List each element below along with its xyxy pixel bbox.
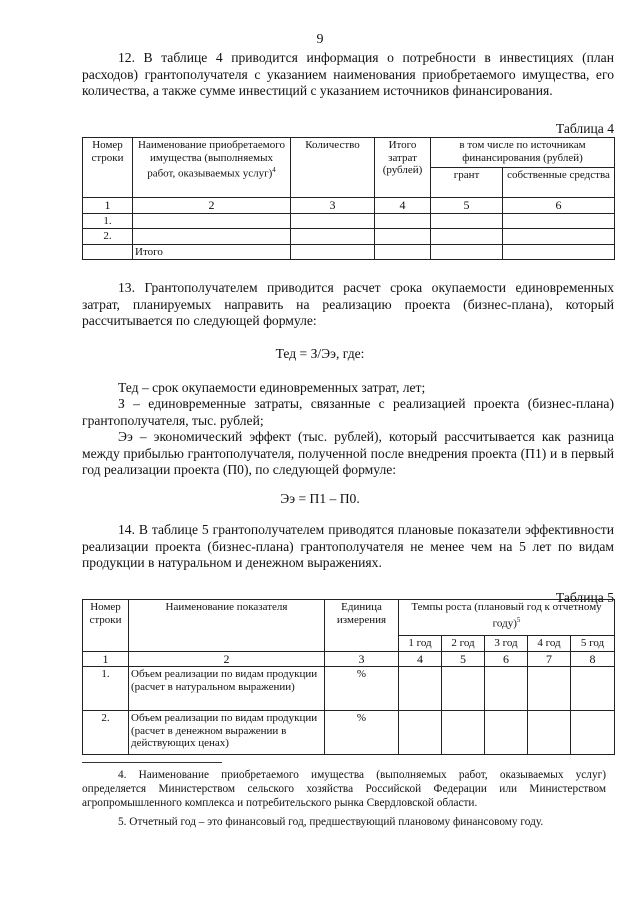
- t4-header-qty: Количество: [291, 138, 375, 198]
- table5-caption: Таблица 5: [555, 590, 614, 605]
- t5-header-rates: Темпы роста (плановый год к отчетному году)$^5$: [399, 600, 615, 636]
- definition-ted: Тед – срок окупаемости единовременных затрат, лет;: [118, 380, 426, 395]
- t5-years-row: 1 год 2 год 3 год 4 год 5 год: [83, 636, 615, 652]
- definition-z: З – единовременные затраты, связанные с реализацией проекта (бизнес-плана) грантополучателя, тыс. рублей;: [82, 396, 614, 428]
- table-row: 1.: [83, 213, 615, 229]
- t4-header-name: Наименование приобретаемого имущества (выполняемых работ, оказываемых услуг)$^4$: [133, 138, 291, 198]
- table-5: [82, 599, 615, 755]
- definition-ee: Ээ – экономический эффект (тыс. рублей), который рассчитывается как разница между прибылью грантополучателя, полученной после внедрения проекта (П1) и в первый год реализации проекта (П0), по следующей формуле:: [82, 429, 614, 478]
- t4-header-grant: грант: [431, 168, 503, 198]
- formula-effect: Ээ = П1 – П0.: [280, 491, 360, 506]
- footnote-ref-4: 4: [272, 166, 276, 174]
- table-row-total: Итого: [83, 244, 615, 260]
- t5-header-num: Номер строки: [83, 600, 129, 652]
- t4-index-row: 1 2 3 4 5 6: [83, 198, 615, 214]
- page-number: 9: [316, 32, 324, 47]
- table-row: 2. Объем реализации по видам продукции (расчет в денежном выражении в действующих ценах) %: [83, 711, 615, 755]
- t4-header-total: Итого затрат (рублей): [375, 138, 431, 198]
- paragraph-14: 14. В таблице 5 грантополучателем приводятся плановые показатели эффективности реализации проекта (бизнес-плана) грантополучателя не менее чем на 5 лет по видам продукции в натуральном и денежном выражениях.: [82, 522, 614, 571]
- t4-header-num: Номер строки: [83, 138, 133, 198]
- t5-header-name: Наименование показателя: [129, 600, 325, 652]
- footnote-ref-5: 5: [516, 615, 521, 624]
- footnote-separator: [82, 762, 222, 763]
- paragraph-13: 13. Грантополучателем приводится расчет срока окупаемости единовременных затрат, планируемых направить на реализацию проекта (бизнес-плана), который рассчитывается по следующей формуле:: [82, 280, 614, 329]
- t5-index-row: 1 2 3 4 5 6 7 8: [83, 651, 615, 667]
- footnote-5: 5. Отчетный год – это финансовый год, предшествующий плановому финансовому году.: [118, 816, 544, 828]
- t5-header-unit: Единица измерения: [325, 600, 399, 652]
- paragraph-12: 12. В таблице 4 приводится информация о потребности в инвестициях (план расходов) грантополучателя с указанием наименования приобретаемого имущества, его количества, а также сумме инвестиций с указанием источников финансирования.: [82, 50, 614, 99]
- table4-caption: Таблица 4: [555, 121, 614, 136]
- t4-header-sources: в том числе по источникам финансирования (рублей): [431, 138, 615, 168]
- t4-header-own: собственные средства: [503, 168, 615, 198]
- formula-payback: Тед = З/Ээ, где:: [275, 346, 365, 361]
- table-row: 2.: [83, 229, 615, 245]
- table-4: [82, 137, 615, 260]
- footnote-4: 4. Наименование приобретаемого имущества (выполняемых работ, оказываемых услуг) определяется Министерством сельского хозяйства Российской Федерации или Министерством агропромышленного комплекса и потребительского рынка Свердловской области.: [82, 769, 606, 809]
- table-row: 1. Объем реализации по видам продукции (расчет в натуральном выражении) %: [83, 667, 615, 711]
